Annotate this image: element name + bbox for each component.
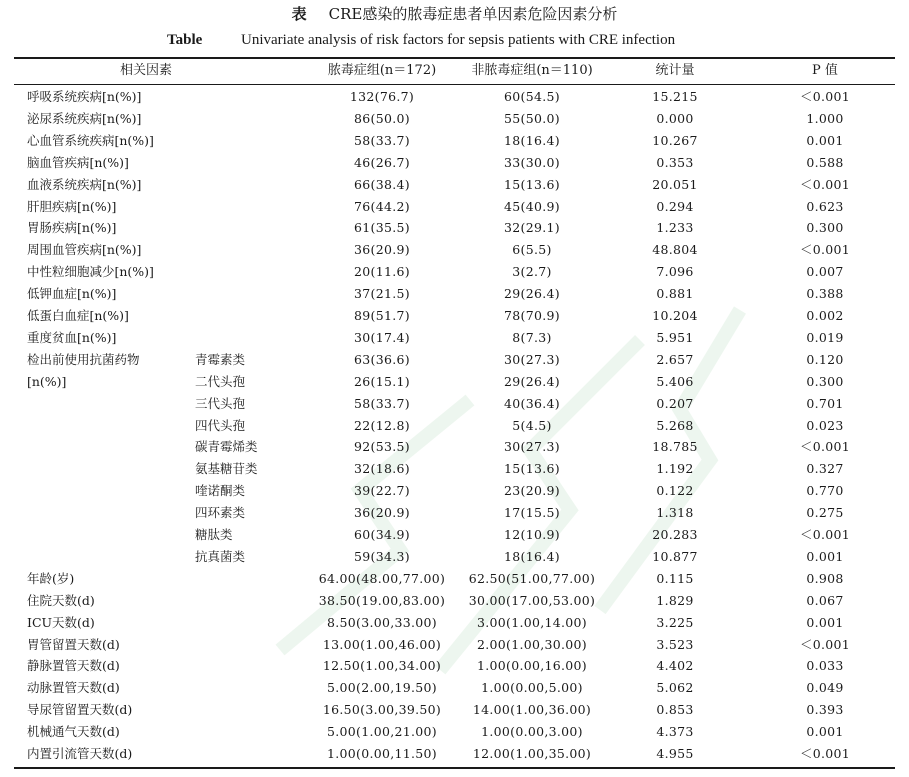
sepsis-value-cell: 16.50(3.00,39.50) — [322, 702, 442, 718]
nonsepsis-value-cell: 17(15.5) — [504, 505, 560, 521]
sepsis-value-cell: 30(17.4) — [354, 329, 410, 345]
table-header-rule — [14, 84, 895, 85]
factor-cell: 中性粒细胞减少[n(%)] — [27, 264, 154, 280]
sepsis-value-cell: 89(51.7) — [354, 308, 410, 323]
nonsepsis-value-cell: 45(40.9) — [504, 198, 560, 214]
p-value-cell: ＜0.001 — [799, 439, 851, 455]
factor-cell: ICU天数(d) — [27, 614, 95, 630]
factor-cell: 脑血管疾病[n(%)] — [27, 154, 129, 170]
statistic-cell: 5.406 — [656, 373, 694, 389]
p-value-cell: 0.007 — [806, 264, 844, 280]
p-value-cell: 0.001 — [806, 132, 844, 148]
table-row — [0, 415, 909, 437]
statistic-cell: 1.829 — [656, 592, 694, 608]
p-value-cell: 0.327 — [806, 461, 844, 477]
p-value-cell: 0.623 — [806, 198, 844, 214]
factor-cell: 泌尿系统疾病[n(%)] — [27, 110, 142, 126]
factor-cell: 周围血管疾病[n(%)] — [27, 242, 142, 258]
p-value-cell: ＜0.001 — [799, 636, 851, 652]
nonsepsis-value-cell: 12(10.9) — [504, 527, 560, 542]
table-row — [0, 677, 909, 699]
statistic-cell: 10.267 — [652, 132, 698, 148]
statistic-cell: 4.402 — [656, 658, 694, 674]
sepsis-value-cell: 1.00(0.00,11.50) — [327, 746, 437, 761]
header-p-value: P 值 — [812, 63, 838, 78]
subfactor-cell: 喹诺酮类 — [195, 483, 246, 499]
table-row — [0, 458, 909, 480]
table-row — [0, 502, 909, 524]
statistic-cell: 48.804 — [652, 242, 698, 258]
table-row — [0, 327, 909, 349]
nonsepsis-value-cell: 18(16.4) — [504, 132, 560, 148]
statistic-cell: 0.853 — [656, 702, 694, 718]
statistic-cell: 10.877 — [652, 548, 698, 564]
nonsepsis-value-cell: 3.00(1.00,14.00) — [477, 614, 587, 630]
sepsis-value-cell: 5.00(2.00,19.50) — [327, 680, 437, 696]
table-row — [0, 86, 909, 108]
p-value-cell: 0.393 — [806, 702, 844, 718]
p-value-cell: ＜0.001 — [799, 746, 851, 761]
statistic-cell: 7.096 — [656, 264, 694, 280]
factor-cell: [n(%)] — [27, 373, 67, 389]
factor-cell: 年龄(岁) — [27, 570, 75, 586]
factor-cell: 机械通气天数(d) — [27, 724, 120, 740]
statistic-cell: 18.785 — [652, 439, 698, 455]
table-row — [0, 196, 909, 218]
subfactor-cell: 碳青霉烯类 — [195, 439, 258, 455]
table-row — [0, 524, 909, 546]
table-title-cn — [0, 4, 909, 24]
factor-cell: 胃管留置天数(d) — [27, 636, 120, 652]
nonsepsis-value-cell: 40(36.4) — [504, 395, 560, 411]
nonsepsis-value-cell: 15(13.6) — [504, 176, 560, 192]
table-row — [0, 283, 909, 305]
subfactor-cell: 四代头孢 — [195, 417, 246, 433]
subfactor-cell: 抗真菌类 — [195, 548, 246, 564]
table-row — [0, 261, 909, 283]
p-value-cell: ＜0.001 — [799, 242, 851, 258]
sepsis-value-cell: 12.50(1.00,34.00) — [322, 658, 442, 674]
sepsis-value-cell: 32(18.6) — [354, 461, 410, 477]
sepsis-value-cell: 36(20.9) — [354, 505, 410, 521]
statistic-cell: 3.225 — [656, 614, 694, 630]
nonsepsis-value-cell: 3(2.7) — [512, 264, 552, 280]
p-value-cell: 0.001 — [806, 614, 844, 630]
table-row — [0, 152, 909, 174]
table-title-en-lead: Table — [167, 32, 203, 48]
sepsis-value-cell: 60(34.9) — [354, 527, 410, 542]
statistic-cell: 4.373 — [656, 724, 694, 740]
nonsepsis-value-cell: 1.00(0.00,5.00) — [481, 680, 583, 696]
factor-cell: 住院天数(d) — [27, 592, 95, 608]
subfactor-cell: 二代头孢 — [195, 373, 246, 389]
factor-cell: 重度贫血[n(%)] — [27, 329, 117, 345]
statistic-cell: 0.353 — [656, 154, 694, 170]
factor-cell: 胃肠疾病[n(%)] — [27, 220, 117, 236]
nonsepsis-value-cell: 32(29.1) — [504, 220, 560, 236]
sepsis-value-cell: 63(36.6) — [354, 351, 410, 367]
p-value-cell: 0.002 — [806, 308, 844, 323]
nonsepsis-value-cell: 12.00(1.00,35.00) — [472, 746, 592, 761]
table-row — [0, 305, 909, 327]
sepsis-value-cell: 38.50(19.00,83.00) — [318, 592, 446, 608]
statistic-cell: 0.122 — [656, 483, 694, 499]
table-row — [0, 655, 909, 677]
p-value-cell: 0.908 — [806, 570, 844, 586]
p-value-cell: ＜0.001 — [799, 527, 851, 542]
table-row — [0, 612, 909, 634]
sepsis-value-cell: 5.00(1.00,21.00) — [327, 724, 437, 740]
sepsis-value-cell: 36(20.9) — [354, 242, 410, 258]
p-value-cell: ＜0.001 — [799, 89, 851, 104]
table-row — [0, 546, 909, 568]
subfactor-cell: 三代头孢 — [195, 395, 246, 411]
nonsepsis-value-cell: 33(30.0) — [504, 154, 560, 170]
sepsis-value-cell: 59(34.3) — [354, 548, 410, 564]
statistic-cell: 10.204 — [652, 308, 698, 323]
table-row — [0, 349, 909, 371]
nonsepsis-value-cell: 30(27.3) — [504, 351, 560, 367]
factor-cell: 肝胆疾病[n(%)] — [27, 198, 117, 214]
p-value-cell: 0.300 — [806, 373, 844, 389]
factor-cell: 静脉置管天数(d) — [27, 658, 120, 674]
factor-cell: 内置引流管天数(d) — [27, 746, 133, 761]
sepsis-value-cell: 8.50(3.00,33.00) — [327, 614, 437, 630]
p-value-cell: 1.000 — [806, 110, 844, 126]
subfactor-cell: 青霉素类 — [195, 351, 246, 367]
table-row — [0, 174, 909, 196]
statistic-cell: 20.051 — [652, 176, 698, 192]
p-value-cell: 0.033 — [806, 658, 844, 674]
table-title-cn-text: CRE感染的脓毒症患者单因素危险因素分析 — [328, 5, 618, 23]
nonsepsis-value-cell: 18(16.4) — [504, 548, 560, 564]
nonsepsis-value-cell: 29(26.4) — [504, 286, 560, 302]
nonsepsis-value-cell: 14.00(1.00,36.00) — [472, 702, 592, 718]
statistic-cell: 2.657 — [656, 351, 694, 367]
p-value-cell: 0.019 — [806, 329, 844, 345]
nonsepsis-value-cell: 1.00(0.00,3.00) — [481, 724, 583, 740]
statistic-cell: 0.115 — [656, 570, 694, 586]
table-row — [0, 568, 909, 590]
table-row — [0, 239, 909, 261]
table-row — [0, 217, 909, 239]
nonsepsis-value-cell: 6(5.5) — [512, 242, 552, 258]
sepsis-value-cell: 13.00(1.00,46.00) — [322, 636, 442, 652]
subfactor-cell: 氨基糖苷类 — [195, 461, 258, 477]
header-factor: 相关因素 — [120, 63, 173, 78]
header-nonsepsis-group: 非脓毒症组(n＝110) — [471, 63, 593, 78]
sepsis-value-cell: 76(44.2) — [354, 198, 410, 214]
statistic-cell: 1.233 — [656, 220, 694, 236]
statistic-cell: 1.192 — [656, 461, 694, 477]
p-value-cell: 0.701 — [806, 395, 844, 411]
statistic-cell: 0.881 — [656, 286, 694, 302]
p-value-cell: 0.067 — [806, 592, 844, 608]
statistic-cell: 0.207 — [656, 395, 694, 411]
sepsis-value-cell: 61(35.5) — [354, 220, 410, 236]
table-bottom-rule — [14, 767, 895, 769]
table-row — [0, 130, 909, 152]
statistic-cell: 5.268 — [656, 417, 694, 433]
p-value-cell: 0.770 — [806, 483, 844, 499]
sepsis-value-cell: 58(33.7) — [354, 395, 410, 411]
p-value-cell: ＜0.001 — [799, 176, 851, 192]
table-row — [0, 393, 909, 415]
subfactor-cell: 糖肽类 — [195, 527, 233, 542]
statistic-cell: 1.318 — [656, 505, 694, 521]
nonsepsis-value-cell: 8(7.3) — [512, 329, 552, 345]
factor-cell: 低钾血症[n(%)] — [27, 286, 117, 302]
statistic-cell: 4.955 — [656, 746, 694, 761]
table-row — [0, 108, 909, 130]
nonsepsis-value-cell: 30(27.3) — [504, 439, 560, 455]
nonsepsis-value-cell: 15(13.6) — [504, 461, 560, 477]
statistic-cell: 15.215 — [652, 89, 698, 104]
sepsis-value-cell: 64.00(48.00,77.00) — [318, 570, 446, 586]
p-value-cell: 0.120 — [806, 351, 844, 367]
table-row — [0, 721, 909, 743]
p-value-cell: 0.001 — [806, 724, 844, 740]
statistic-cell: 0.294 — [656, 198, 694, 214]
sepsis-value-cell: 22(12.8) — [354, 417, 410, 433]
statistic-cell: 5.951 — [656, 329, 694, 345]
nonsepsis-value-cell: 2.00(1.00,30.00) — [477, 636, 587, 652]
table-row — [0, 634, 909, 656]
p-value-cell: 0.388 — [806, 286, 844, 302]
p-value-cell: 0.023 — [806, 417, 844, 433]
nonsepsis-value-cell: 23(20.9) — [504, 483, 560, 499]
statistic-cell: 0.000 — [656, 110, 694, 126]
factor-cell: 低蛋白血症[n(%)] — [27, 308, 129, 323]
nonsepsis-value-cell: 5(4.5) — [512, 417, 552, 433]
nonsepsis-value-cell: 1.00(0.00,16.00) — [477, 658, 587, 674]
nonsepsis-value-cell: 30.00(17.00,53.00) — [468, 592, 596, 608]
sepsis-value-cell: 86(50.0) — [354, 110, 410, 126]
nonsepsis-value-cell: 78(70.9) — [504, 308, 560, 323]
sepsis-value-cell: 37(21.5) — [354, 286, 410, 302]
factor-cell: 心血管系统疾病[n(%)] — [27, 132, 154, 148]
nonsepsis-value-cell: 55(50.0) — [504, 110, 560, 126]
sepsis-value-cell: 58(33.7) — [354, 132, 410, 148]
p-value-cell: 0.275 — [806, 505, 844, 521]
table-row — [0, 590, 909, 612]
statistic-cell: 20.283 — [652, 527, 698, 542]
table-row — [0, 699, 909, 721]
factor-cell: 检出前使用抗菌药物 — [27, 351, 140, 367]
table-row — [0, 371, 909, 393]
statistic-cell: 5.062 — [656, 680, 694, 696]
p-value-cell: 0.001 — [806, 548, 844, 564]
table-title-cn-lead: 表 — [291, 5, 307, 23]
nonsepsis-value-cell: 62.50(51.00,77.00) — [468, 570, 596, 586]
table-top-rule — [14, 57, 895, 59]
sepsis-value-cell: 46(26.7) — [354, 154, 410, 170]
factor-cell: 动脉置管天数(d) — [27, 680, 120, 696]
sepsis-value-cell: 39(22.7) — [354, 483, 410, 499]
header-sepsis-group: 脓毒症组(n＝172) — [327, 63, 437, 78]
sepsis-value-cell: 132(76.7) — [349, 89, 415, 104]
factor-cell: 导尿管留置天数(d) — [27, 702, 133, 718]
factor-cell: 呼吸系统疾病[n(%)] — [27, 89, 142, 104]
table-row — [0, 743, 909, 765]
table-header-row — [0, 60, 909, 82]
p-value-cell: 0.049 — [806, 680, 844, 696]
table-row — [0, 480, 909, 502]
subfactor-cell: 四环素类 — [195, 505, 246, 521]
nonsepsis-value-cell: 29(26.4) — [504, 373, 560, 389]
nonsepsis-value-cell: 60(54.5) — [504, 89, 560, 104]
p-value-cell: 0.588 — [806, 154, 844, 170]
sepsis-value-cell: 92(53.5) — [354, 439, 410, 455]
table-row — [0, 436, 909, 458]
sepsis-value-cell: 26(15.1) — [354, 373, 410, 389]
header-statistic: 统计量 — [655, 63, 695, 78]
factor-cell: 血液系统疾病[n(%)] — [27, 176, 142, 192]
sepsis-value-cell: 20(11.6) — [354, 264, 410, 280]
statistic-cell: 3.523 — [656, 636, 694, 652]
p-value-cell: 0.300 — [806, 220, 844, 236]
table-title-en-text: Univariate analysis of risk factors for sepsis patients with CRE infection — [241, 32, 676, 48]
sepsis-value-cell: 66(38.4) — [354, 176, 410, 192]
